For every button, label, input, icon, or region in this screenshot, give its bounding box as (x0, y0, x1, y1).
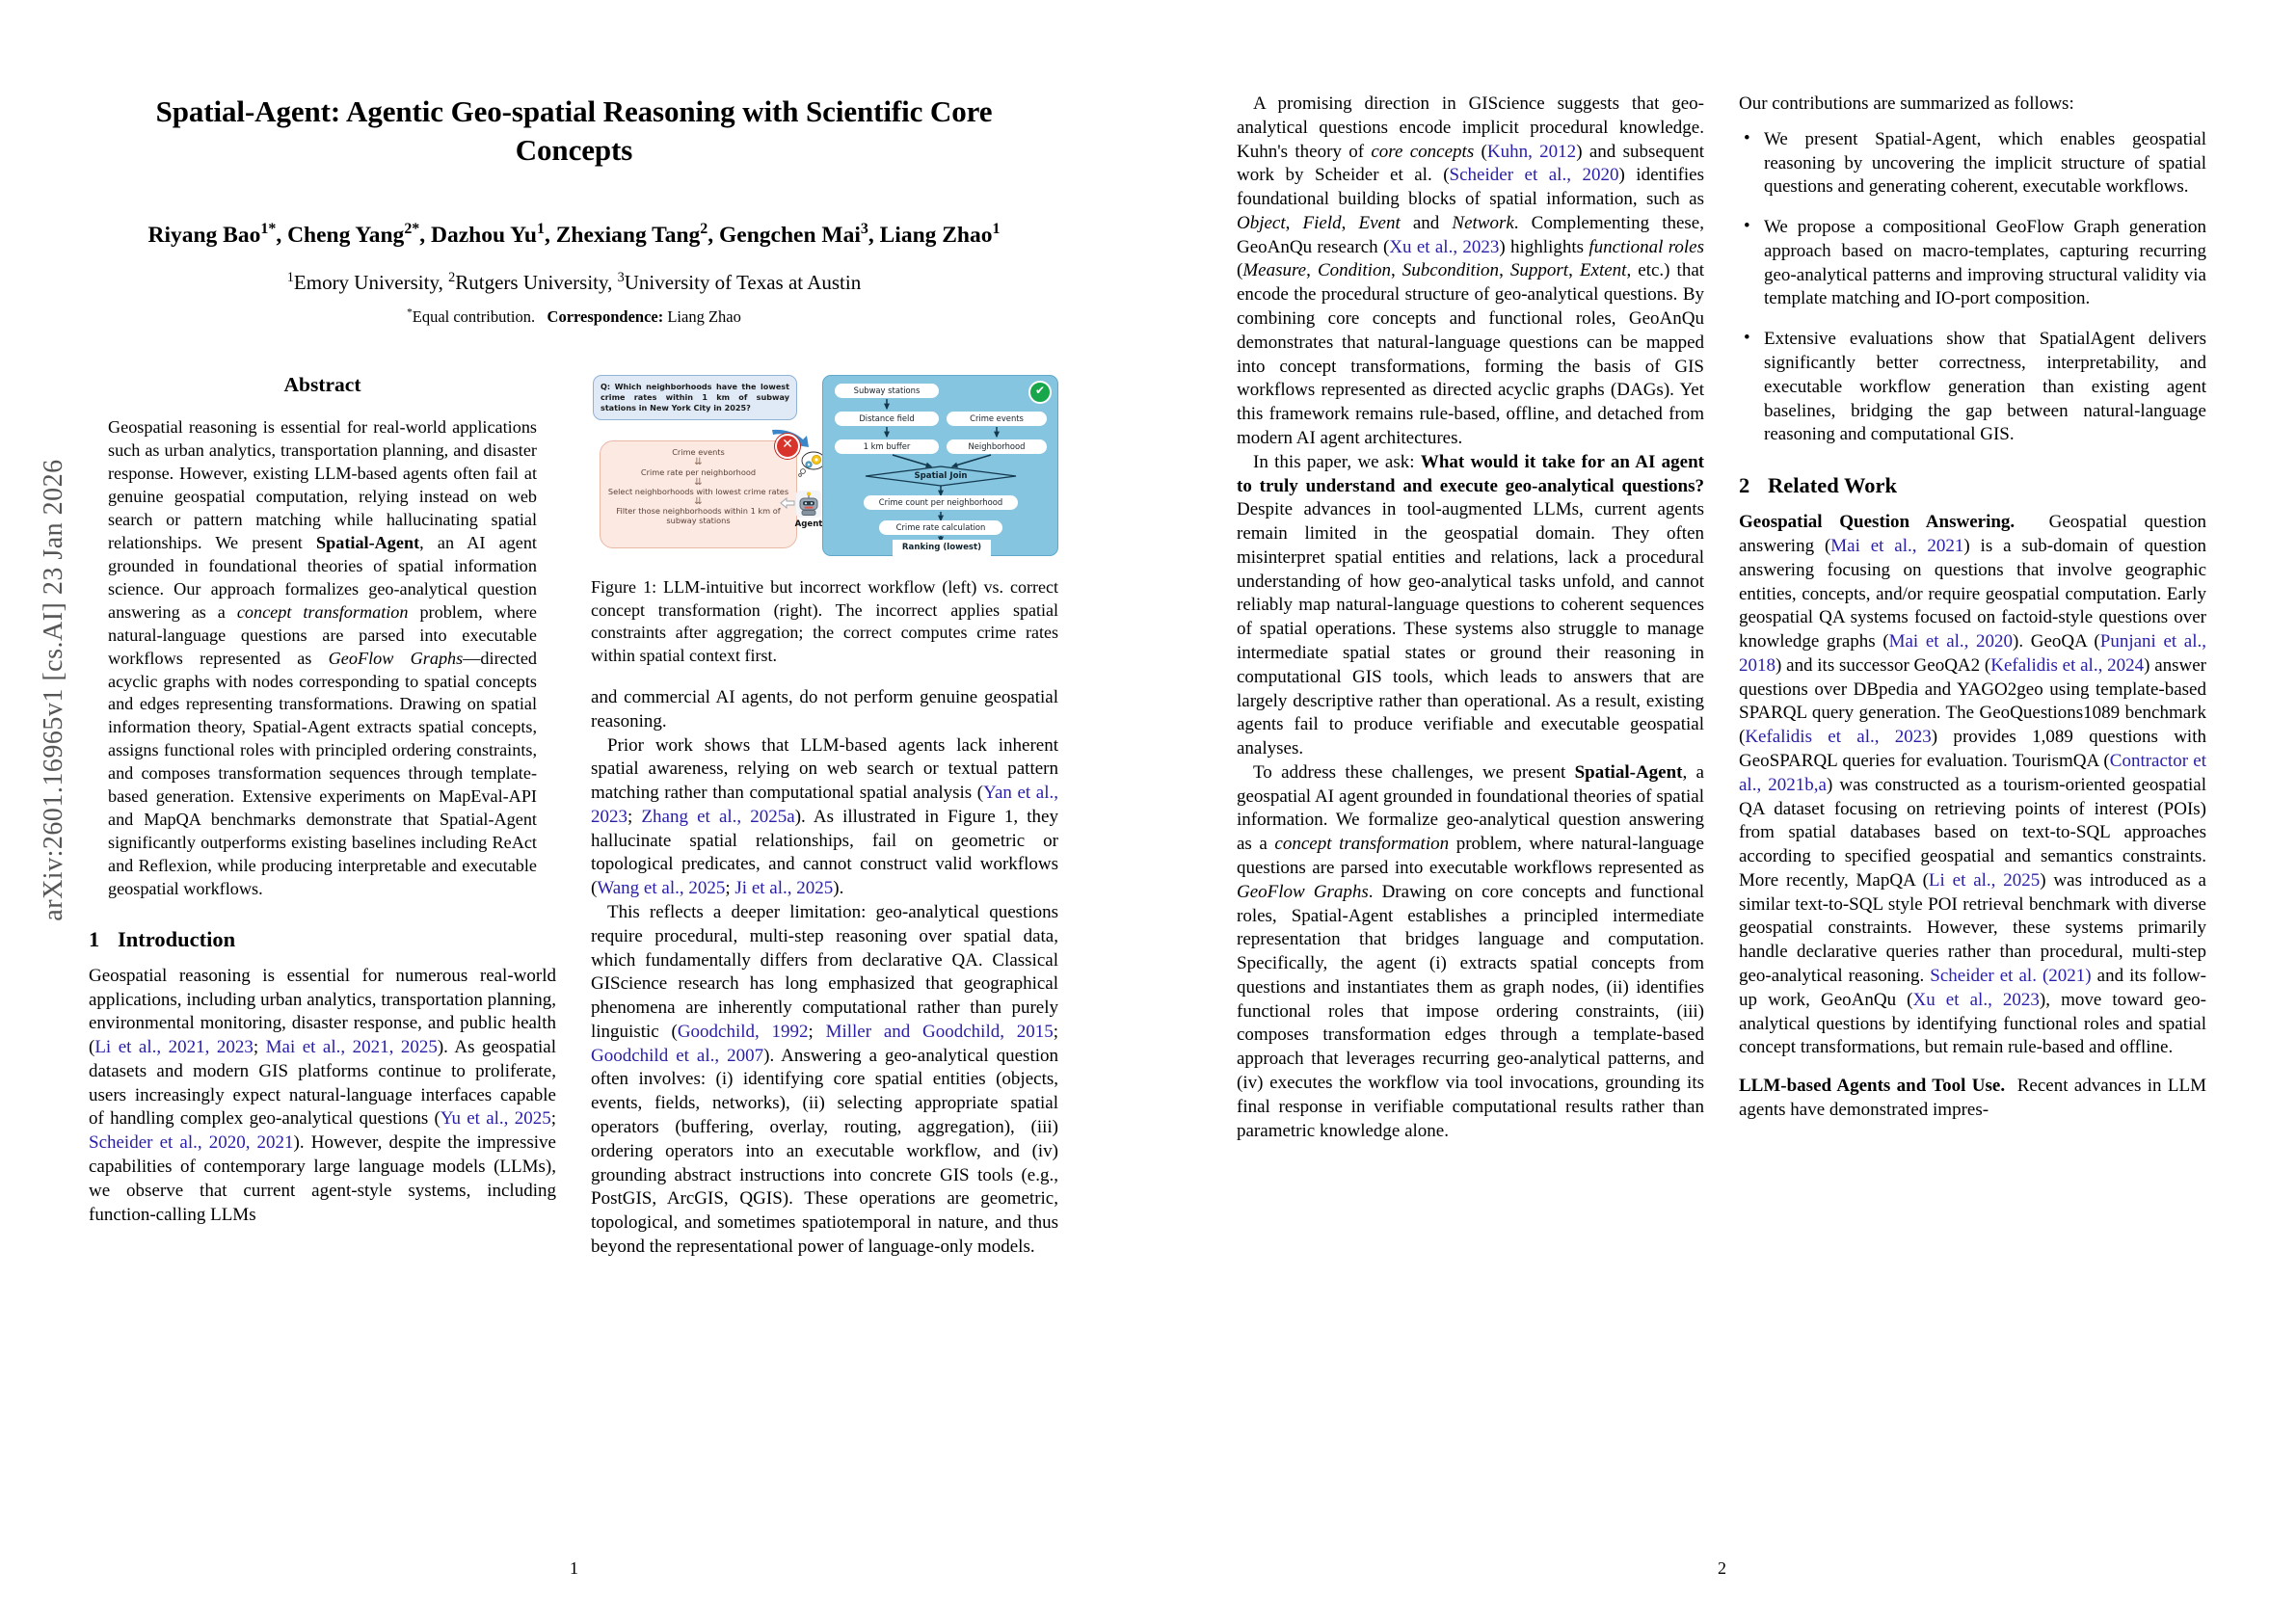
related-work-geospatial-qa: Geospatial Question Answering. Geospatial question answering (Mai et al., 2021) is a sub-domain of question answering focusing on questions that involve geographic entities, concepts, and/or require geospatial computation. Early geospatial QA systems focused on factoid-style questions over knowledge graphs (Mai et al., 2020). GeoQA (Punjani et al., 2018) and its successor GeoQA2 (Kefalidis et al., 2024) answer questions over DBpedia and YAGO2geo using template-based SPARQL query generation. The GeoQuestions1089 benchmark (Kefalidis et al., 2023) provides 1,089 questions with GeoSPARQL queries for evaluation. TourismQA (Contractor et al., 2021b,a) was constructed as a tourism-oriented geospatial QA dataset focusing on retrieving points of interest (POIs) from spatial databases based on text-to-SQL approaches according to specified geospatial and semantics constraints. More recently, MapQA (Li et al., 2025) was introduced as a similar text-to-SQL style POI retrieval benchmark with diverse geospatial constraints. However, these systems primarily handle declarative queries rather than procedural, multi-step geo-analytical reasoning. Scheider et al. (2021) and its follow-up work, GeoAnQu (Xu et al., 2023), move toward geo-analytical questions by identifying functional roles and spatial concept transformations, but remain rule-based and offline. (1739, 512, 2207, 1058)
section-heading-related-work (1739, 472, 2206, 498)
list-item: • We propose a compositional GeoFlow Graph generation approach based on macro-templates, capturing recurring geo-analytical patterns and improving structural validity via template matching and IO-port composition. (1764, 216, 2206, 311)
wrong-step-3: Select neighborhoods with lowest crime rates (607, 487, 789, 497)
page-1-column-1 (89, 373, 556, 1259)
subsection-heading-llm-agents: LLM-based Agents and Tool Use. (1739, 1076, 2006, 1097)
page-1-columns (89, 373, 1059, 1259)
paper-title-line2: Concepts (515, 132, 633, 167)
wrong-step-4: Filter those neighborhoods within 1 km of subway stations (616, 506, 781, 526)
figure-correct-workflow (822, 375, 1058, 556)
node-crime-count: Crime count per neighborhood (864, 495, 1018, 510)
wrong-step-1: Crime events (672, 447, 725, 458)
node-km-buffer: 1 km buffer (835, 439, 939, 454)
figure-incorrect-workflow (600, 437, 797, 548)
node-distance-field: Distance field (835, 412, 939, 426)
robot-agent-icon (796, 491, 821, 518)
node-ranking: Ranking (lowest) (893, 540, 991, 556)
arxiv-stamp: arXiv:2601.16965v1 [cs.AI] 23 Jan 2026 (39, 459, 68, 921)
related-work-llm-agents: LLM-based Agents and Tool Use. Recent advances in LLM agents have demonstrated impres- (1739, 1076, 2206, 1120)
figure-1-caption: Figure 1: LLM-intuitive but incorrect workflow (left) vs. correct concept transformation (right). The incorrect applies spatial constraints after aggregation; the correct computes crime rates within spatial context first. (591, 577, 1058, 665)
list-item: • Extensive evaluations show that SpatialAgent delivers significantly better correctness, interpretability, and executable workflow generation than existing agent baselines, bridging the gap between natural-language reasoning and computational GIS. (1764, 328, 2206, 447)
intro-paragraph-1: Geospatial reasoning is essential for numerous real-world applications, including urban analytics, transportation planning, environmental monitoring, disaster response, and public health (Li et al., 2021, 2023; Mai et al., 2021, 2025). As geospatial datasets and modern GIS platforms continue to proliferate, users increasingly expect natural-language interfaces capable of handling complex geo-analytical questions (Yu et al., 2025; Scheider et al., 2020, 2021). However, despite the impressive capabilities of contemporary large language models (LLMs), we observe that current agent-style systems, including function-calling LLMs (89, 965, 557, 1225)
node-spatial-join: Spatial Join (914, 471, 968, 482)
paper-title-line1: Spatial-Agent: Agentic Geo-spatial Reasoning with Scientific Core (155, 94, 993, 128)
contributions-list (1739, 128, 2206, 447)
section-heading-introduction (89, 926, 556, 952)
correspondence-name: Liang Zhao (667, 307, 741, 327)
node-crime-events: Crime events (947, 412, 1047, 426)
affiliation-list: $^1$Emory University, $^2$Rutgers University, $^3$University of Texas at Austin (286, 270, 862, 295)
section-title-related-work: Related Work (1768, 473, 1897, 498)
correspondence-line: *Equal contribution. Correspondence: Liang Zhao (407, 306, 741, 327)
wrong-step-2: Crime rate per neighborhood (640, 466, 757, 477)
abstract-text: Geospatial reasoning is essential for real-world applications such as urban analytics, transportation planning, and disaster response. However, existing LLM-based agents often fail at genuine geospatial computation, relying instead on web search or pattern matching while hallucinating spatial relationships. We present Spatial-Agent, an AI agent grounded in foundational theories of spatial information science. Our approach formalizes geo-analytical question answering as a concept transformation problem, where natural-language questions are parsed into executable workflows represented as GeoFlow Graphs—directed acyclic graphs with nodes corresponding to spatial concepts and edges representing transformations. Drawing on spatial information theory, Spatial-Agent extracts spatial concepts, assigns functional roles with principled ordering constraints, and composes transformation sequences through template-based generation. Extensive experiments on MapEval-API and MapQA benchmarks demonstrate that Spatial-Agent significantly outperforms existing baselines including ReAct and Reflexion, while producing interpretable and executable geospatial workflows. (108, 417, 537, 898)
section-number-2: 2 (1739, 473, 1750, 498)
figure-1 (591, 373, 1058, 667)
section-title-introduction: Introduction (118, 926, 236, 951)
intro-paragraph-3: This reflects a deeper limitation: geo-analytical questions require procedural, multi-step reasoning over spatial data, which fundamentally differs from declarative QA. Classical GIScience research has long emphasized that geographical phenomena are inherently computational rather than purely linguistic (Goodchild, 1992; Miller and Goodchild, 2015; Goodchild et al., 2007). Answering a geo-analytical question often involves: (i) identifying core spatial entities (objects, events, fields, networks), (ii) selecting appropriate spatial operators (buffering, overlay, routing, aggregation), (iii) ordering operators into an executable workflow, and (iv) grounding abstract instructions into concrete GIS tools (e.g., PostGIS, ArcGIS, QGIS). These operations are geometric, topological, and sometimes spatiotemporal in nature, and thus beyond the representational power of language-only models. (591, 902, 1059, 1257)
page-number-right: 2 (1718, 1558, 1726, 1578)
intro-paragraph-4: A promising direction in GIScience suggests that geo-analytical questions encode implicit procedural knowledge. Kuhn's theory of core concepts (Kuhn, 2012) and subsequent work by Scheider et al. (Scheider et al., 2020) identifies foundational building blocks of spatial information, such as Object, Field, Event and Network. Complementing these, GeoAnQu research (Xu et al., 2023) highlights functional roles (Measure, Condition, Subcondition, Support, Extent, etc.) that encode the procedural structure of geo-analytical questions. By combining core concepts and functional roles, GeoAnQu demonstrates that natural-language questions can be mapped into concept transformations, forming the basis of GIS workflows represented as directed acyclic graphs (DAGs). Yet this framework remains rule-based, offline, and detached from modern AI agent architectures. (1237, 93, 1705, 448)
intro-paragraph-1-continued: and commercial AI agents, do not perform genuine geospatial reasoning. (591, 686, 1058, 732)
page-2-column-1 (1237, 93, 1704, 1143)
page-1-column-2 (591, 373, 1058, 1259)
intro-paragraph-6: To address these challenges, we present Spatial-Agent, a geospatial AI agent grounded in foundational theories of spatial information. We formalize geo-analytical question answering as a concept transformation problem, where natural-language questions are parsed into executable workflows represented as GeoFlow Graphs. Drawing on core concepts and functional roles, Spatial-Agent establishes a principled intermediate representation that bridges language and computation. Specifically, the agent (i) extracts spatial concepts from questions and instantiates them as graph nodes, (ii) identifies functional roles that impose ordering constraints, (iii) composes transformation edges through a template-based approach that leverages recurring geo-analytical patterns, and (iv) executes the workflow via tool invocations, grounding its final response in verifiable computational results rather than parametric knowledge alone. (1237, 761, 1704, 1141)
agent-label: Agent (794, 519, 823, 530)
page-2-column-2 (1739, 93, 2206, 1143)
author-list: Riyang Bao$^{1*}$, Cheng Yang$^{2*}$, Dazhou Yu$^1$, Zhexiang Tang$^2$, Gengchen Mai$^3$, Liang Zhao$^1$ (147, 221, 1001, 249)
intro-paragraph-2: Prior work shows that LLM-based agents lack inherent spatial awareness, relying on web search or textual pattern matching rather than computational spatial analysis (Yan et al., 2023; Zhang et al., 2025a). As illustrated in Figure 1, they hallucinate spatial relationships, fail on geometric or topological predicates, and cannot construct valid workflows (Wang et al., 2025; Ji et al., 2025). (591, 734, 1058, 899)
research-question-rest: Despite advances in tool-augmented LLMs, current agents remain limited in the geospatial domain. They often misinterpret spatial entities and relations, lack a procedural understanding of how geo-analytical tasks unfold, and cannot reliably map natural-language questions to coherent sequences of spatial operations. These systems also struggle to manage intermediate spatial states or ground their reasoning in computational GIS tools, which leads to answers that are largely descriptive rather than operational. As a result, existing agents fail to produce verifiable and executable geospatial analyses. (1237, 499, 1704, 759)
subsection-heading-geospatial-qa: Geospatial Question Answering. (1739, 512, 2016, 533)
research-question-bold: What would it take for an AI agent to truly understand and execute geo-analytical questions? (1237, 451, 1704, 496)
section-number-1: 1 (89, 926, 100, 951)
page-number-left: 1 (570, 1558, 578, 1578)
contributions-lead: Our contributions are summarized as follows: (1739, 93, 2074, 114)
success-badge-icon: ✔ (1028, 381, 1052, 404)
research-question-lead: In this paper, we ask: (1253, 451, 1415, 472)
list-item: • We present Spatial-Agent, which enables geospatial reasoning by uncovering the implicit structure of spatial questions and generating coherent, executable workflows. (1764, 128, 2206, 200)
title-block (89, 93, 1059, 327)
page-2 (1148, 0, 2296, 1623)
abstract-heading: Abstract (283, 373, 361, 397)
intro-paragraph-5 (1237, 451, 1704, 761)
correspondence-label: Correspondence: (547, 307, 664, 327)
page-2-columns (1237, 93, 2207, 1143)
figure-question-box: Q: Which neighborhoods have the lowest crime rates within 1 km of subway stations in New York City in 2025? (593, 375, 797, 420)
node-subway-stations: Subway stations (835, 384, 939, 398)
node-crime-rate: Crime rate calculation (879, 520, 1002, 535)
down-arrow-icon: ⇊ (694, 476, 703, 488)
down-arrow-icon: ⇊ (694, 495, 703, 507)
down-arrow-icon: ⇊ (694, 457, 703, 468)
error-badge-icon: ✕ (775, 434, 800, 459)
figure-1-graphic (591, 373, 1058, 561)
page-title (120, 93, 1028, 169)
node-neighborhood: Neighborhood (947, 439, 1047, 454)
left-arrow-icon (780, 497, 795, 509)
